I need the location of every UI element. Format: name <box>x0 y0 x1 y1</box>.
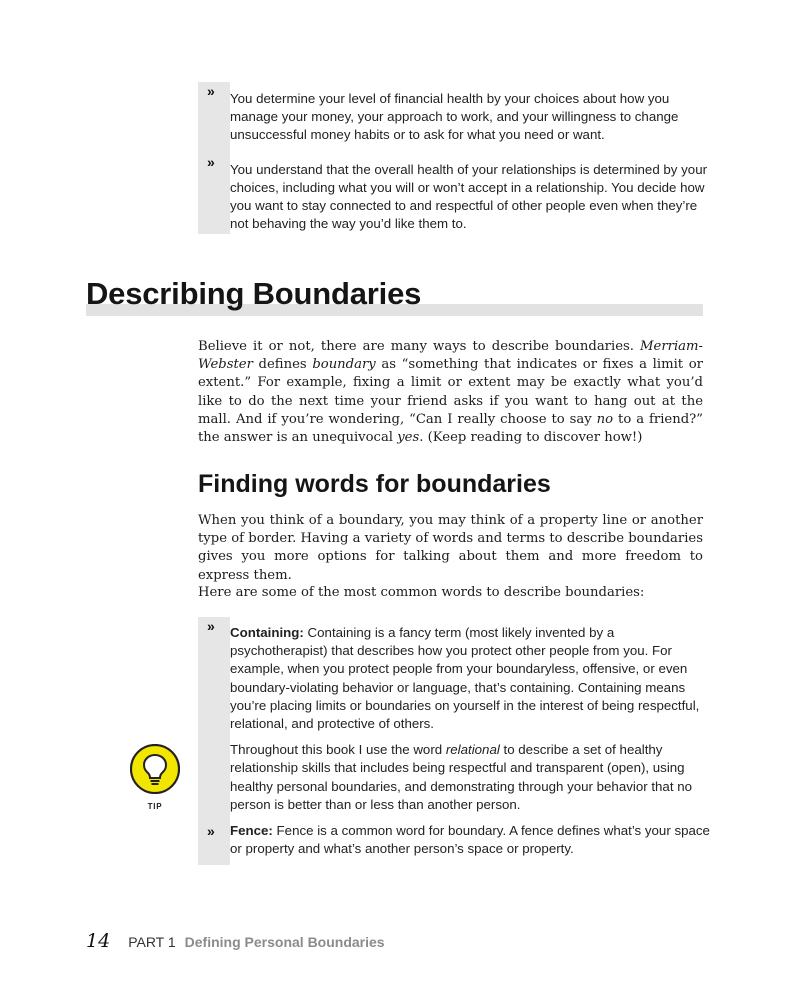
text-run: . (Keep reading to discover how!) <box>419 430 643 446</box>
list-item <box>207 153 710 234</box>
list-item <box>207 822 710 858</box>
bullet-text: Fence is a common word for boundary. A fence defines what’s your space or property and what’s another person’s space or property. <box>230 823 710 857</box>
part-label: PART 1 <box>128 934 176 950</box>
italic-run: no <box>596 411 614 427</box>
italic-run: boundary <box>312 357 376 373</box>
text-run: as “something that indicates or fixes a limit or extent.” For example, fixing a limit or extent may be exactly what you’d like to do the next time your friend asks if you want to hang out at the mall. And if you’re wondering, “Can I really choose to say <box>198 357 703 427</box>
lightbulb-icon <box>130 744 180 794</box>
text-run: to a friend?” the answer is an unequivocal <box>198 411 703 446</box>
paragraph: When you think of a boundary, you may think of a property line or another type of border. Having a variety of words and terms to describe boundaries gives you more options for talking about them and more freedom to express them. <box>198 513 703 583</box>
text-run: to describe a set of healthy relationship skills that includes being respectful and transparent (open), using healthy personal boundaries, and demonstrating through your behavior that no person is better than or less than another person. <box>230 742 693 812</box>
double-chevron-icon: » <box>207 618 213 634</box>
double-chevron-icon: » <box>207 83 213 99</box>
page-number: 14 <box>86 930 111 952</box>
section-heading: Describing Boundaries <box>86 276 422 311</box>
subsection-heading: Finding words for boundaries <box>198 470 551 498</box>
list-item <box>207 617 710 733</box>
bullet-text: Containing is a fancy term (most likely invented by a psychotherapist) that describes how you protect other people from you. For example, when you protect people from your boundaryless, offensive, or even boundary-violating behavior or language, that’s containing. Containing means you’re placing limits or boundaries on yourself in the interest of being respectful, relational, and protective of others. <box>230 625 700 732</box>
word-list <box>198 617 710 865</box>
top-bullet-list <box>198 82 710 234</box>
page-footer <box>86 930 385 952</box>
tip-label: TIP <box>147 802 163 811</box>
term: Fence: <box>230 823 273 839</box>
italic-run: relational <box>445 742 500 758</box>
double-chevron-icon: » <box>207 823 213 840</box>
text-run: Throughout this book I use the word <box>230 742 446 758</box>
italic-run: Merriam-Webster <box>198 339 703 373</box>
text-run: defines <box>252 357 313 373</box>
list-item <box>207 82 710 145</box>
chapter-title: Defining Personal Boundaries <box>184 934 385 950</box>
italic-run: yes <box>397 430 420 446</box>
term: Containing: <box>230 625 304 640</box>
paragraph: Here are some of the most common words to describe boundaries: <box>198 585 645 600</box>
bullet-text: You determine your level of financial health by your choices about how you manage your money, your approach to work, and your willingness to change unsuccessful money habits or to ask for what you need or want. <box>230 91 679 143</box>
bullet-text: You understand that the overall health of your relationships is determined by your choices, including what you will or won’t accept in a relationship. You decide how you want to stay connected to and respectful of other people even when they’re not behaving the way you’d like them to. <box>230 161 708 232</box>
intro-paragraph <box>198 338 703 447</box>
tip-paragraph <box>230 741 710 814</box>
text-run: Believe it or not, there are many ways to describe boundaries. <box>198 339 641 354</box>
double-chevron-icon: » <box>207 153 213 170</box>
